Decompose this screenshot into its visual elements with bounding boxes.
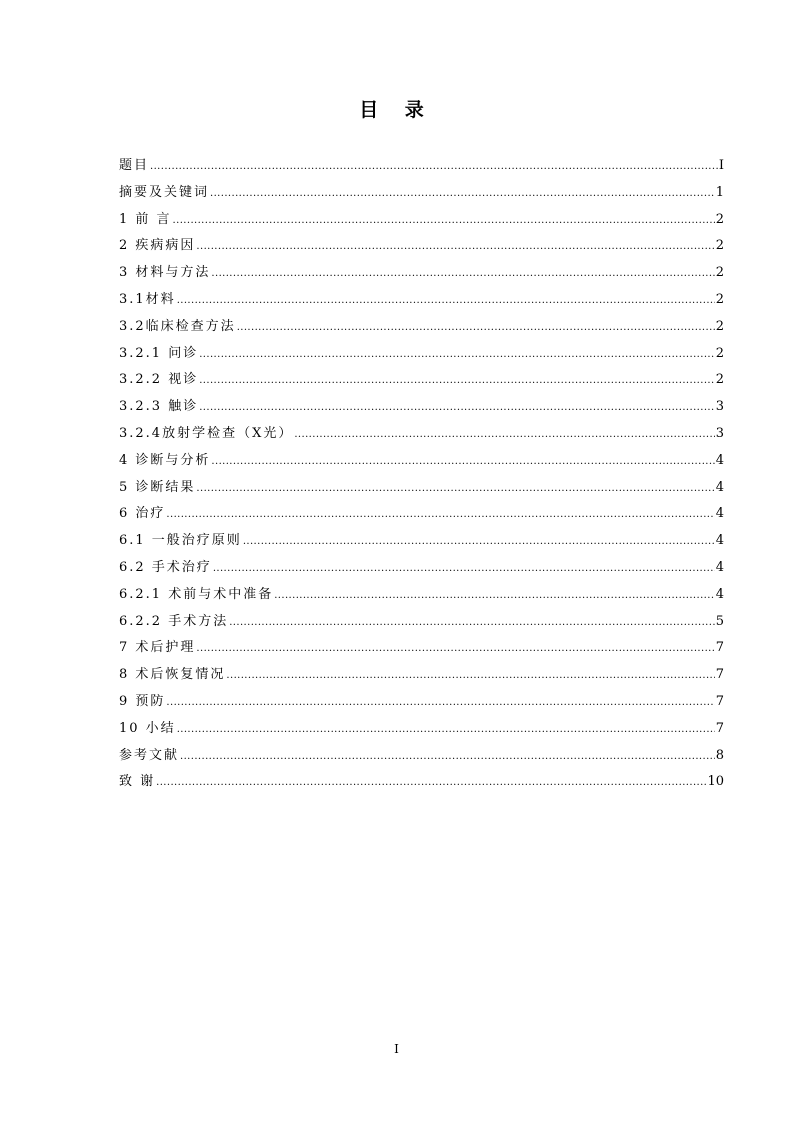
toc-dot-leader: [180, 744, 715, 771]
toc-entry-page-number: 3: [715, 399, 724, 415]
toc-entry-label: 2 疾病病因: [119, 238, 196, 254]
toc-dot-leader: [211, 449, 714, 476]
toc-dot-leader: [199, 342, 715, 369]
toc-dot-leader: [229, 610, 715, 637]
toc-dot-leader: [196, 636, 714, 663]
toc-entry-page-number: 7: [715, 640, 724, 656]
toc-entry[interactable]: [119, 662, 724, 689]
toc-entry[interactable]: [119, 635, 724, 662]
toc-dot-leader: [196, 476, 714, 503]
toc-entry[interactable]: [119, 421, 724, 448]
toc-dot-leader: [177, 717, 715, 744]
toc-entry[interactable]: [119, 207, 724, 234]
toc-entry[interactable]: [119, 582, 724, 609]
toc-entry[interactable]: [119, 528, 724, 555]
toc-entry-page-number: 2: [715, 318, 724, 334]
toc-entry[interactable]: [119, 341, 724, 368]
toc-entry-label: 参考文献: [119, 747, 180, 763]
toc-entry-page-number: 10: [707, 774, 724, 790]
toc-entry-label: 6 治疗: [119, 506, 166, 522]
toc-entry-label: 3.2.4放射学检查（X光）: [119, 425, 294, 441]
toc-dot-leader: [226, 663, 714, 690]
toc-dot-leader: [177, 288, 715, 315]
page-number-footer: I: [394, 1042, 399, 1056]
toc-entry-label: 摘要及关键词: [119, 184, 210, 200]
toc-dot-leader: [274, 583, 715, 610]
toc-dot-leader: [199, 395, 715, 422]
toc-entry[interactable]: [119, 555, 724, 582]
toc-entry[interactable]: [119, 769, 724, 796]
toc-entry[interactable]: [119, 260, 724, 287]
toc-entry-page-number: 7: [715, 693, 724, 709]
toc-entry-page-number: 7: [715, 720, 724, 736]
toc-entry-page-number: 4: [715, 452, 724, 468]
toc-entry-page-number: 4: [715, 559, 724, 575]
toc-entry-page-number: 2: [715, 265, 724, 281]
toc-entry-page-number: 4: [715, 479, 724, 495]
toc-dot-leader: [210, 181, 715, 208]
toc-dot-leader: [196, 234, 714, 261]
toc-entry-page-number: 2: [715, 211, 724, 227]
toc-entry-label: 7 术后护理: [119, 640, 196, 656]
toc-entry-label: 10 小结: [119, 720, 176, 736]
toc-entry-page-number: 5: [715, 613, 724, 629]
toc-entry-page-number: 8: [715, 747, 724, 763]
toc-entry[interactable]: [119, 689, 724, 716]
toc-entry[interactable]: [119, 475, 724, 502]
toc-entry-label: 3.2.2 视诊: [119, 372, 199, 388]
toc-entry-page-number: 4: [715, 533, 724, 549]
toc-entry-label: 9 预防: [119, 693, 166, 709]
toc-entry-label: 5 诊断结果: [119, 479, 196, 495]
toc-dot-leader: [199, 368, 715, 395]
toc-dot-leader: [150, 154, 718, 181]
toc-entry-page-number: 2: [715, 345, 724, 361]
toc-dot-leader: [211, 261, 714, 288]
toc-entry-label: 6.1 一般治疗原则: [119, 533, 242, 549]
toc-list: [119, 153, 724, 796]
toc-entry-label: 8 术后恢复情况: [119, 667, 226, 683]
toc-entry-page-number: 3: [715, 425, 724, 441]
toc-entry[interactable]: [119, 233, 724, 260]
toc-dot-leader: [243, 529, 715, 556]
toc-entry[interactable]: [119, 180, 724, 207]
toc-entry[interactable]: [119, 287, 724, 314]
toc-entry-page-number: 2: [715, 291, 724, 307]
toc-dot-leader: [156, 770, 706, 797]
toc-entry-label: 6.2.1 术前与术中准备: [119, 586, 274, 602]
toc-entry[interactable]: [119, 153, 724, 180]
toc-entry-label: 3 材料与方法: [119, 265, 211, 281]
toc-entry-label: 题目: [119, 158, 150, 173]
toc-dot-leader: [294, 422, 714, 449]
toc-dot-leader: [237, 315, 715, 342]
toc-entry[interactable]: [119, 314, 724, 341]
toc-dot-leader: [213, 556, 715, 583]
toc-entry[interactable]: [119, 716, 724, 743]
toc-entry-label: 3.2.1 问诊: [119, 345, 199, 361]
toc-entry-label: 3.1材料: [119, 291, 176, 307]
toc-entry-label: 3.2临床检查方法: [119, 318, 236, 334]
toc-entry-label: 6.2.2 手术方法: [119, 613, 229, 629]
toc-entry-label: 3.2.3 触诊: [119, 399, 199, 415]
toc-entry-page-number: I: [718, 158, 724, 173]
toc-entry-label: 致 谢: [119, 774, 156, 790]
toc-entry[interactable]: [119, 367, 724, 394]
toc-entry-page-number: 7: [715, 667, 724, 683]
toc-entry-page-number: 4: [715, 586, 724, 602]
toc-entry-page-number: 2: [715, 372, 724, 388]
toc-entry[interactable]: [119, 448, 724, 475]
toc-entry-label: 4 诊断与分析: [119, 452, 211, 468]
toc-dot-leader: [166, 690, 714, 717]
toc-dot-leader: [166, 502, 714, 529]
toc-entry-label: 6.2 手术治疗: [119, 559, 212, 575]
toc-entry-label: 1 前 言: [119, 211, 172, 227]
toc-entry-page-number: 4: [715, 506, 724, 522]
toc-entry-page-number: 1: [715, 184, 724, 200]
toc-entry[interactable]: [119, 501, 724, 528]
toc-dot-leader: [173, 208, 715, 235]
toc-entry[interactable]: [119, 394, 724, 421]
toc-entry-page-number: 2: [715, 238, 724, 254]
toc-title: 目 录: [359, 99, 434, 121]
toc-entry[interactable]: [119, 609, 724, 636]
toc-entry[interactable]: [119, 743, 724, 770]
